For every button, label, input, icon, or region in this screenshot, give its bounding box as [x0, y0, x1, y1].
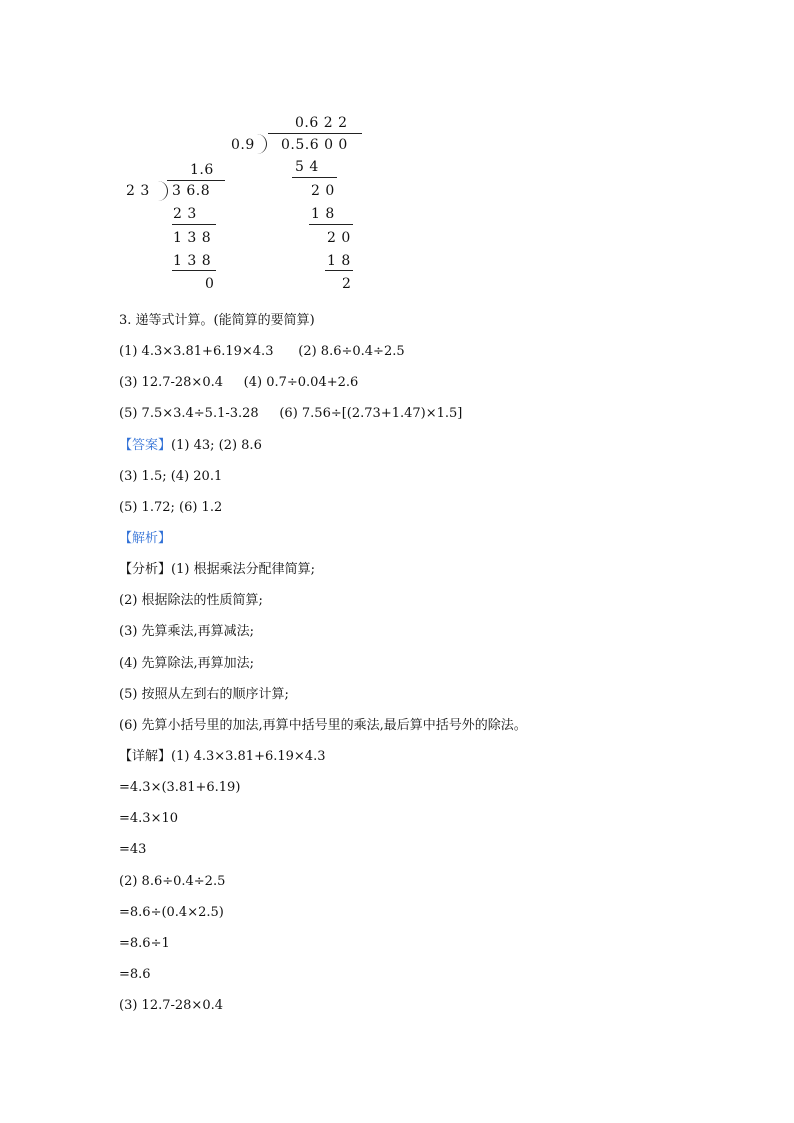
analysis-line: (3) 先算乘法,再算减法;	[119, 624, 255, 639]
step: 2 0	[311, 183, 335, 199]
division-bar	[167, 180, 225, 181]
divisor: 2 3	[126, 183, 150, 199]
step: 1 8	[311, 206, 335, 222]
question-title: 3. 递等式计算。(能简算的要简算)	[119, 313, 315, 328]
step: 2 3	[173, 206, 197, 222]
detail-line: =8.6	[119, 967, 151, 982]
division-bracket	[157, 181, 168, 201]
step: 1 3 8	[173, 253, 212, 269]
detail-line: =4.3×(3.81+6.19)	[119, 780, 241, 795]
step: 0	[205, 276, 215, 292]
step-line	[309, 224, 353, 225]
step: 1 8	[327, 253, 351, 269]
dividend: 0.5.6 0 0	[281, 137, 348, 153]
answer-line: (3) 1.5; (4) 20.1	[119, 469, 223, 484]
analysis-line: (2) 根据除法的性质简算;	[119, 593, 263, 608]
detail-line	[119, 749, 325, 765]
answer-line	[119, 438, 262, 454]
detail-line: =8.6÷(0.4×2.5)	[119, 905, 224, 920]
step-line	[325, 270, 353, 271]
analysis-text: (1) 根据乘法分配律简算;	[171, 562, 315, 577]
step: 1 3 8	[173, 230, 212, 246]
detail-line: =4.3×10	[119, 811, 179, 826]
step: 2	[342, 276, 352, 292]
question-item: (1) 4.3×3.81+6.19×4.3 (2) 8.6÷0.4÷2.5	[119, 344, 405, 359]
step: 2 0	[327, 230, 351, 246]
question-item: (3) 12.7-28×0.4 (4) 0.7÷0.04+2.6	[119, 375, 359, 390]
detail-line: =43	[119, 842, 147, 857]
answer-text: (1) 43; (2) 8.6	[171, 438, 262, 453]
detail-line: (3) 12.7-28×0.4	[119, 998, 223, 1013]
fenxi-label: 【分析】	[119, 562, 172, 577]
step: 5 4	[295, 159, 319, 175]
answer-label: 【答案】	[119, 438, 172, 453]
detail-label: 【详解】	[119, 749, 172, 764]
answer-line: (5) 1.72; (6) 1.2	[119, 500, 223, 515]
step-line	[292, 177, 337, 178]
analysis-line	[119, 562, 315, 578]
question-item: (5) 7.5×3.4÷5.1-3.28 (6) 7.56÷[(2.73+1.47)×1.5]	[119, 406, 463, 421]
step-line	[172, 224, 216, 225]
division-bar	[268, 133, 362, 134]
detail-text: (1) 4.3×3.81+6.19×4.3	[171, 749, 326, 764]
quotient: 0.6 2 2	[295, 115, 348, 131]
quotient: 1.6	[190, 162, 214, 178]
division-bracket	[256, 134, 267, 154]
analysis-label: 【解析】	[119, 531, 172, 546]
analysis-line: (4) 先算除法,再算加法;	[119, 656, 255, 671]
dividend: 3 6.8	[172, 183, 211, 199]
analysis-line: (6) 先算小括号里的加法,再算中括号里的乘法,最后算中括号外的除法。	[119, 718, 527, 733]
divisor: 0.9	[231, 137, 255, 153]
detail-line: (2) 8.6÷0.4÷2.5	[119, 874, 226, 889]
analysis-line: (5) 按照从左到右的顺序计算;	[119, 687, 289, 702]
detail-line: =8.6÷1	[119, 936, 170, 951]
step-line	[172, 270, 216, 271]
